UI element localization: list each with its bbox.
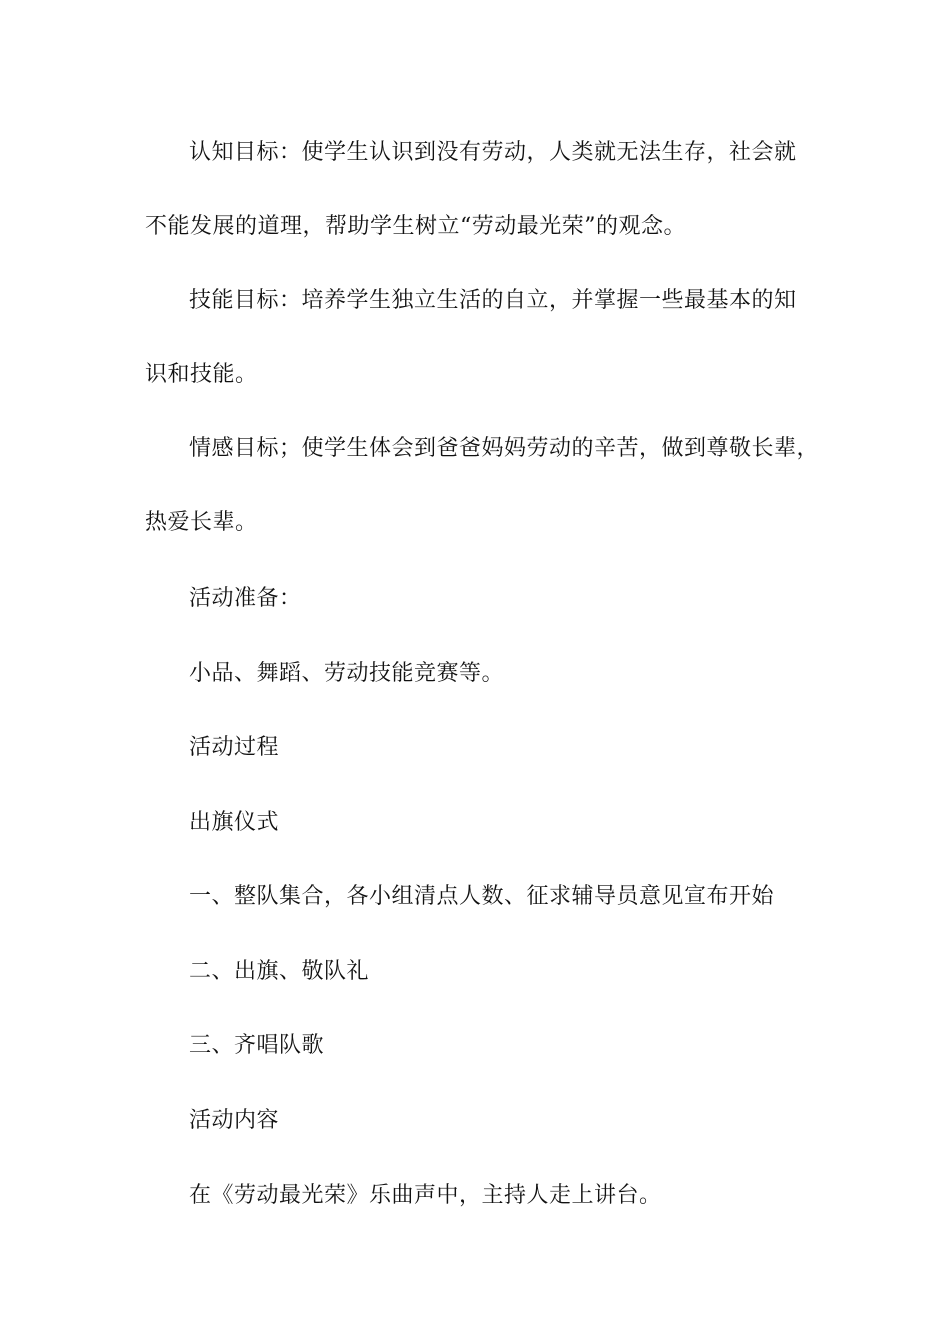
paragraph-host-enters: 在《劳动最光荣》乐曲声中，主持人走上讲台。 [189, 1183, 662, 1208]
paragraph-emotion-goal-line2: 热爱长辈。 [145, 510, 258, 535]
paragraph-cognitive-goal-line2: 不能发展的道理，帮助学生树立“劳动最光荣”的观念。 [145, 214, 686, 239]
heading-activity-content: 活动内容 [189, 1108, 280, 1133]
list-item-2: 二、出旗、敬队礼 [189, 959, 370, 984]
paragraph-emotion-goal-line1: 情感目标；使学生体会到爸爸妈妈劳动的辛苦，做到尊敬长辈， [189, 436, 820, 461]
paragraph-cognitive-goal-line1: 认知目标：使学生认识到没有劳动，人类就无法生存，社会就 [189, 140, 797, 165]
heading-activity-process: 活动过程 [189, 735, 280, 760]
list-item-3: 三、齐唱队歌 [189, 1033, 325, 1058]
paragraph-skill-goal-line2: 识和技能。 [145, 362, 258, 387]
heading-activity-preparation: 活动准备： [189, 586, 302, 611]
list-item-1: 一、整队集合，各小组清点人数、征求辅导员意见宣布开始 [189, 884, 775, 909]
paragraph-preparation-items: 小品、舞蹈、劳动技能竞赛等。 [189, 661, 505, 686]
heading-flag-ceremony: 出旗仪式 [189, 810, 280, 835]
paragraph-skill-goal-line1: 技能目标：培养学生独立生活的自立，并掌握一些最基本的知 [189, 288, 797, 313]
